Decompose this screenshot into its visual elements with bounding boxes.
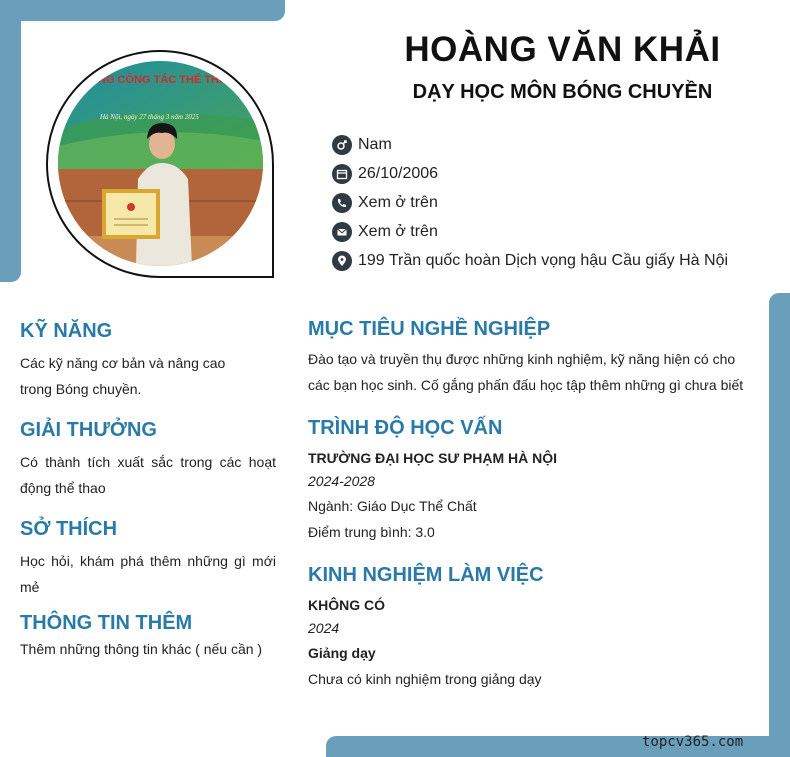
photo-date-text: Hà Nội, ngày 27 tháng 3 năm 2025 bbox=[100, 113, 199, 121]
experience-heading: KINH NGHIỆM LÀM VIỆC bbox=[308, 564, 544, 586]
experience-company: KHÔNG CÓ bbox=[308, 597, 385, 613]
email-icon bbox=[332, 222, 352, 242]
education-major: Ngành: Giáo Dục Thể Chất bbox=[308, 498, 477, 514]
info-item-birthdate bbox=[332, 159, 782, 188]
personal-info-list bbox=[332, 130, 782, 275]
info-item-phone bbox=[332, 188, 782, 217]
hobbies-text: Học hỏi, khám phá thêm những gì mới mẻ bbox=[20, 553, 276, 595]
experience-description: Chưa có kinh nghiệm trong giảng dạy bbox=[308, 671, 542, 687]
education-school: TRƯỜNG ĐẠI HỌC SƯ PHẠM HÀ NỘI bbox=[308, 450, 558, 466]
candidate-name: HOÀNG VĂN KHẢI bbox=[404, 30, 721, 69]
watermark: topcv365.com bbox=[642, 734, 744, 750]
skills-heading: KỸ NĂNG bbox=[20, 320, 113, 342]
info-item-email bbox=[332, 217, 782, 246]
info-item-address bbox=[332, 246, 782, 275]
job-title: DẠY HỌC MÔN BÓNG CHUYỀN bbox=[412, 81, 713, 103]
objective-heading: MỤC TIÊU NGHỀ NGHIỆP bbox=[308, 318, 551, 340]
education-years: 2024-2028 bbox=[308, 473, 375, 489]
right-accent-bar bbox=[769, 293, 790, 757]
objective-text: Đào tạo và truyền thụ được những kinh nghiệm, kỹ năng hiện có cho các bạn học sinh. Cố gắng phấn đấu học tập thêm những gì chưa biết bbox=[308, 351, 744, 393]
experience-role: Giảng dạy bbox=[308, 645, 376, 661]
info-email-text: Xem ở trên bbox=[358, 222, 438, 240]
experience-year: 2024 bbox=[308, 620, 340, 636]
info-phone-text: Xem ở trên bbox=[358, 193, 438, 211]
info-item-gender bbox=[332, 130, 782, 159]
calendar-icon bbox=[332, 164, 352, 184]
gender-icon bbox=[332, 135, 352, 155]
education-heading: TRÌNH ĐỘ HỌC VẤN bbox=[308, 417, 503, 439]
awards-heading: GIẢI THƯỞNG bbox=[20, 419, 157, 441]
info-birthdate-text: 26/10/2006 bbox=[358, 164, 439, 182]
info-gender-text: Nam bbox=[358, 135, 392, 153]
education-gpa: Điểm trung bình: 3.0 bbox=[308, 524, 435, 540]
avatar bbox=[58, 61, 263, 266]
photo-banner-text: NG CÔNG TÁC THỂ THAO bbox=[98, 74, 236, 86]
top-left-accent-bar bbox=[0, 0, 285, 21]
awards-text: Có thành tích xuất sắc trong các hoạt động thể thao bbox=[20, 454, 276, 496]
skills-text: Các kỹ năng cơ bản và nâng cao trong Bóng chuyền. bbox=[20, 355, 226, 397]
location-icon bbox=[332, 251, 352, 271]
hobbies-heading: SỞ THÍCH bbox=[20, 518, 118, 540]
info-address-text: 199 Trần quốc hoàn Dịch vọng hậu Cầu giấy Hà Nội bbox=[358, 251, 729, 269]
left-accent-bar bbox=[0, 0, 21, 282]
phone-icon bbox=[332, 193, 352, 213]
extra-info-heading: THÔNG TIN THÊM bbox=[20, 612, 193, 634]
extra-info-text: Thêm những thông tin khác ( nếu cần ) bbox=[20, 641, 263, 657]
